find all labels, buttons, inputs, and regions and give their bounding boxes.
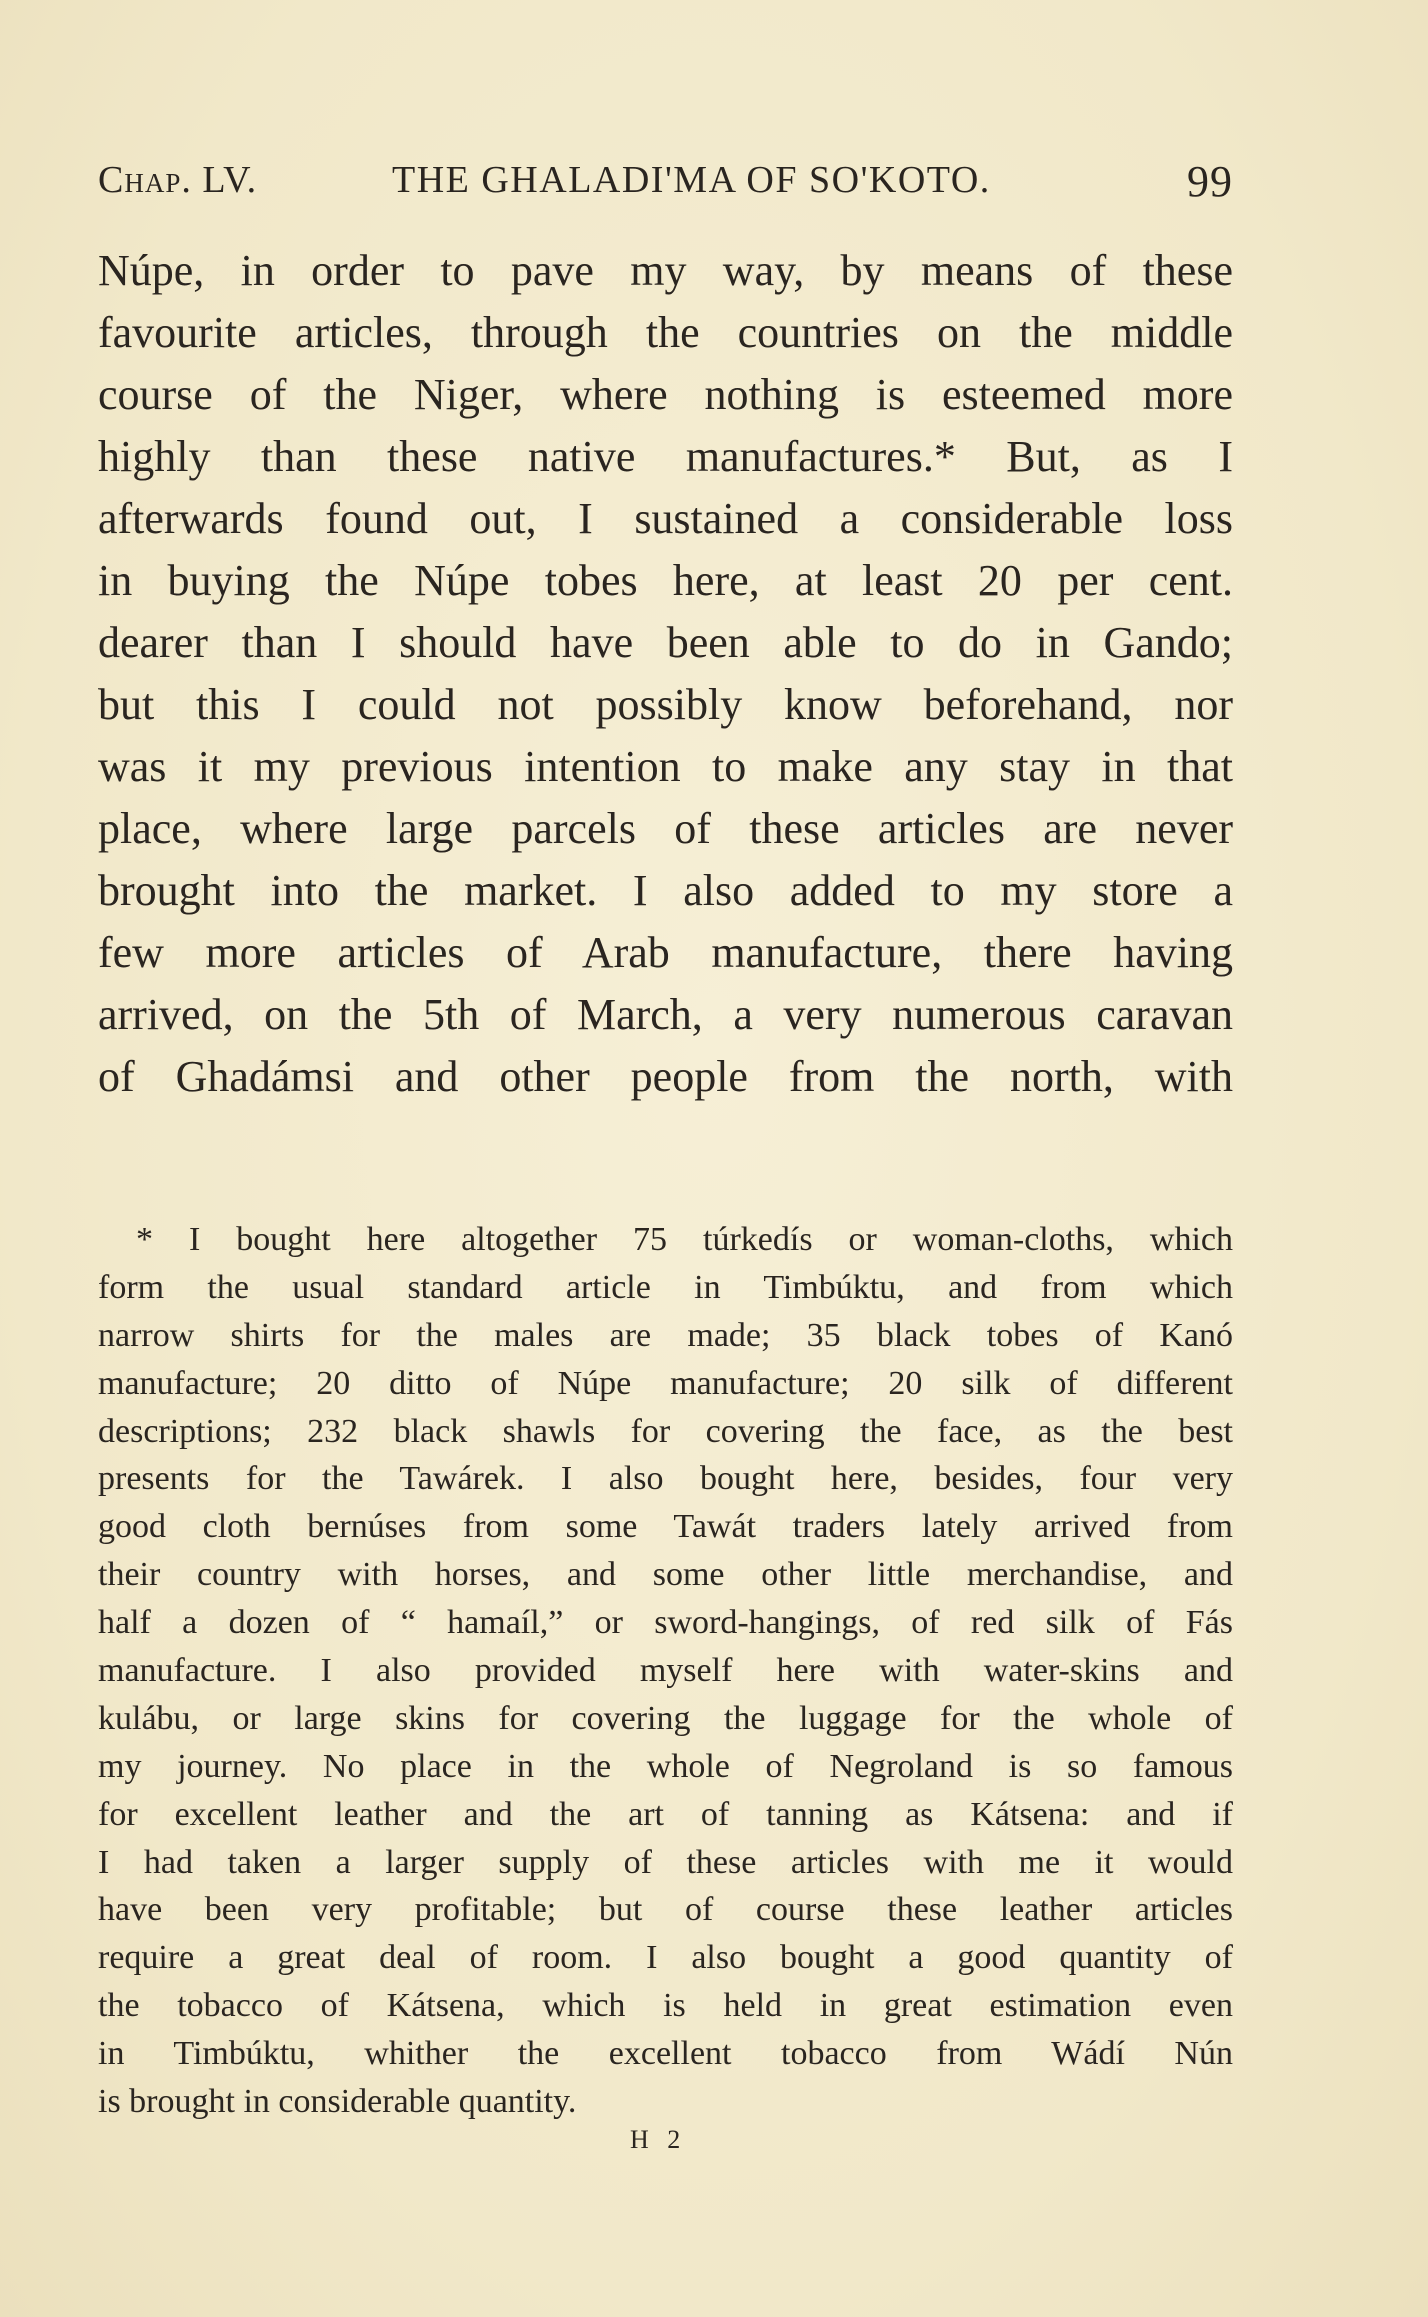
footnote xyxy=(98,1216,1233,2126)
footnote-line: manufacture; 20 ditto of Núpe manufacture; 20 silk of different xyxy=(98,1364,1233,1402)
text-line: dearer than I should have been able to do in Gando; xyxy=(98,618,1233,667)
text-line: in buying the Núpe tobes here, at least 20 per cent. xyxy=(98,556,1233,605)
text-line: few more articles of Arab manufacture, there having xyxy=(98,928,1233,977)
text-line: but this I could not possibly know beforehand, nor xyxy=(98,680,1233,729)
footnote-line: manufacture. I also provided myself here with water-skins and xyxy=(98,1652,1233,1690)
footnote-line: * I bought here altogether 75 túrkedís or woman-cloths, which xyxy=(136,1221,1233,1258)
text-line: of Ghadámsi and other people from the north, with xyxy=(98,1052,1233,1101)
footnote-line: narrow shirts for the males are made; 35 black tobes of Kanó xyxy=(98,1316,1233,1354)
footnote-line: half a dozen of “ hamaíl,” or sword-hangings, of red silk of Fás xyxy=(98,1604,1233,1642)
footnote-line: in Timbúktu, whither the excellent tobacco from Wádí Nún xyxy=(98,2035,1233,2073)
text-line: course of the Niger, where nothing is esteemed more xyxy=(98,370,1233,419)
running-title: THE GHALADI'MA OF SO'KOTO. xyxy=(392,159,991,201)
footnote-line: my journey. No place in the whole of Negroland is so famous xyxy=(98,1747,1233,1785)
footnote-line: presents for the Tawárek. I also bought here, besides, four very xyxy=(98,1460,1233,1498)
footnote-line: I had taken a larger supply of these articles with me it would xyxy=(98,1843,1233,1881)
text-line: Núpe, in order to pave my way, by means of these xyxy=(98,246,1233,295)
text-line: place, where large parcels of these articles are never xyxy=(98,804,1233,853)
footnote-line: kulábu, or large skins for covering the luggage for the whole of xyxy=(98,1699,1233,1737)
main-text xyxy=(98,240,1233,1108)
footnote-line: their country with horses, and some other little merchandise, and xyxy=(98,1556,1233,1594)
footnote-line: good cloth bernúses from some Tawát traders lately arrived from xyxy=(98,1508,1233,1546)
footnote-line: is brought in considerable quantity. xyxy=(98,2083,577,2121)
text-line: was it my previous intention to make any stay in that xyxy=(98,742,1233,791)
page-number: 99 xyxy=(1187,157,1233,206)
footnote-line: for excellent leather and the art of tanning as Kátsena: and if xyxy=(98,1795,1233,1833)
chapter-label: Chap. LV. xyxy=(98,159,258,201)
footnote-line: have been very profitable; but of course these leather articles xyxy=(98,1891,1233,1929)
running-header xyxy=(98,152,1233,212)
text-line: favourite articles, through the countries on the middle xyxy=(98,308,1233,357)
text-line: highly than these native manufactures.* But, as I xyxy=(98,432,1233,481)
footnote-line: form the usual standard article in Timbúktu, and from which xyxy=(98,1268,1233,1306)
footnote-line: require a great deal of room. I also bought a good quantity of xyxy=(98,1939,1233,1977)
text-line: afterwards found out, I sustained a considerable loss xyxy=(98,494,1233,543)
text-line: arrived, on the 5th of March, a very numerous caravan xyxy=(98,990,1233,1039)
footnote-line: descriptions; 232 black shawls for covering the face, as the best xyxy=(98,1412,1233,1450)
signature-mark: H 2 xyxy=(630,2125,687,2154)
text-line: brought into the market. I also added to my store a xyxy=(98,866,1233,915)
footnote-line: the tobacco of Kátsena, which is held in great estimation even xyxy=(98,1987,1233,2025)
